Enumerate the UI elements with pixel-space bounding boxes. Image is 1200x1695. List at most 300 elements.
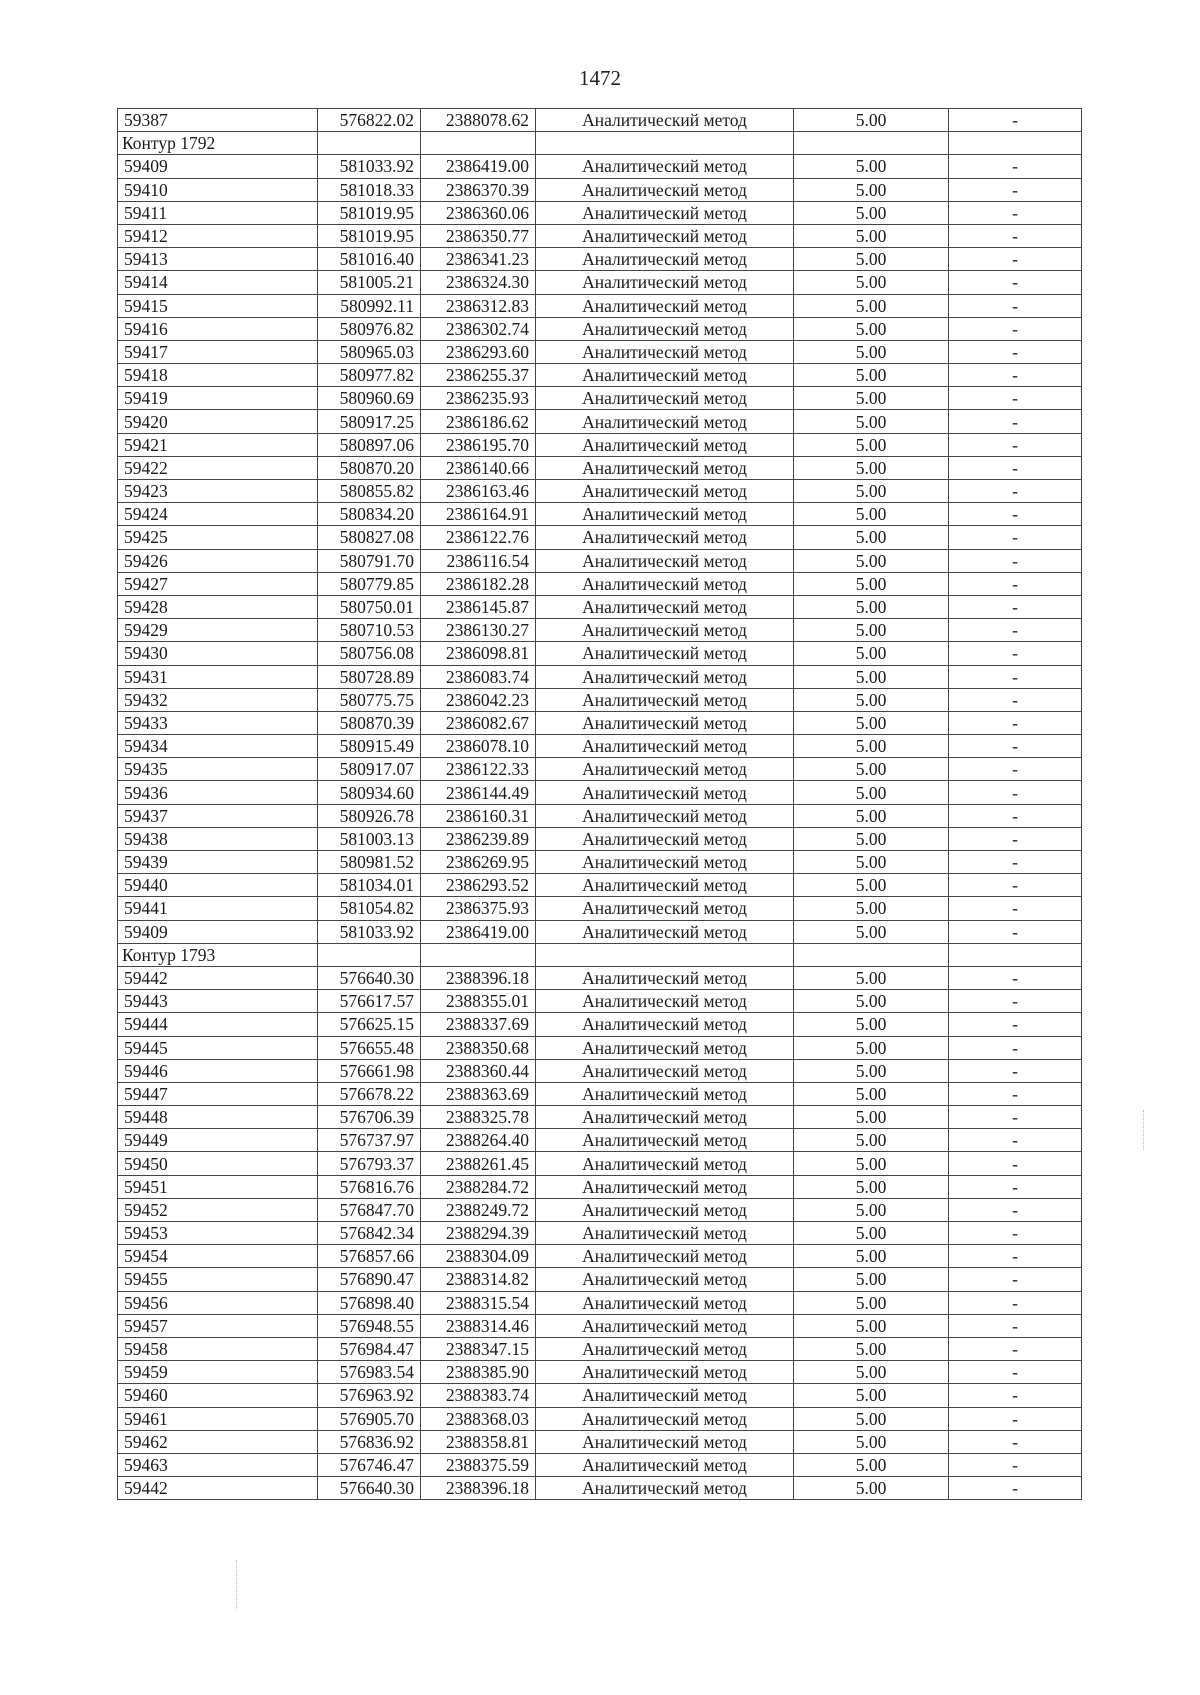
table-row [118, 433, 1082, 456]
table-row [118, 642, 1082, 665]
method-cell: Аналитический метод [536, 410, 794, 433]
note-cell: - [949, 155, 1082, 178]
point-number-cell: 59411 [118, 201, 318, 224]
coord-x-cell: 580710.53 [318, 619, 421, 642]
method-cell: Аналитический метод [536, 572, 794, 595]
note-cell: - [949, 642, 1082, 665]
table-row [118, 1198, 1082, 1221]
table-row [118, 1453, 1082, 1476]
coord-y-cell: 2386186.62 [421, 410, 536, 433]
table-row [118, 990, 1082, 1013]
coord-x-cell: 576836.92 [318, 1430, 421, 1453]
table-row [118, 387, 1082, 410]
coord-x-cell: 576948.55 [318, 1314, 421, 1337]
method-cell: Аналитический метод [536, 340, 794, 363]
table-row [118, 804, 1082, 827]
method-cell: Аналитический метод [536, 1222, 794, 1245]
table-row [118, 340, 1082, 363]
note-cell: - [949, 1106, 1082, 1129]
accuracy-cell: 5.00 [794, 1291, 949, 1314]
accuracy-cell: 5.00 [794, 1314, 949, 1337]
coord-x-cell: 576625.15 [318, 1013, 421, 1036]
method-cell: Аналитический метод [536, 503, 794, 526]
accuracy-cell: 5.00 [794, 1361, 949, 1384]
method-cell: Аналитический метод [536, 688, 794, 711]
accuracy-cell: 5.00 [794, 920, 949, 943]
coord-y-cell: 2386370.39 [421, 178, 536, 201]
note-cell: - [949, 1036, 1082, 1059]
coord-x-cell: 581019.95 [318, 224, 421, 247]
accuracy-cell: 5.00 [794, 1152, 949, 1175]
coord-y-cell: 2386350.77 [421, 224, 536, 247]
coord-y-cell: 2388347.15 [421, 1337, 536, 1360]
accuracy-cell: 5.00 [794, 827, 949, 850]
coord-x-cell: 576984.47 [318, 1337, 421, 1360]
coord-x-cell: 576678.22 [318, 1082, 421, 1105]
accuracy-cell: 5.00 [794, 1268, 949, 1291]
note-cell: - [949, 1384, 1082, 1407]
empty-cell [536, 943, 794, 966]
coord-y-cell: 2386235.93 [421, 387, 536, 410]
point-number-cell: 59442 [118, 966, 318, 989]
method-cell: Аналитический метод [536, 549, 794, 572]
point-number-cell: 59449 [118, 1129, 318, 1152]
empty-cell [421, 132, 536, 155]
note-cell: - [949, 271, 1082, 294]
method-cell: Аналитический метод [536, 456, 794, 479]
point-number-cell: 59461 [118, 1407, 318, 1430]
note-cell: - [949, 1361, 1082, 1384]
coord-x-cell: 580870.20 [318, 456, 421, 479]
coord-y-cell: 2386195.70 [421, 433, 536, 456]
coord-x-cell: 576898.40 [318, 1291, 421, 1314]
method-cell: Аналитический метод [536, 920, 794, 943]
point-number-cell: 59454 [118, 1245, 318, 1268]
accuracy-cell: 5.00 [794, 503, 949, 526]
table-row [118, 920, 1082, 943]
coord-y-cell: 2386419.00 [421, 155, 536, 178]
coord-y-cell: 2386160.31 [421, 804, 536, 827]
coord-x-cell: 580897.06 [318, 433, 421, 456]
note-cell: - [949, 1152, 1082, 1175]
table-row [118, 317, 1082, 340]
note-cell: - [949, 851, 1082, 874]
coord-y-cell: 2388368.03 [421, 1407, 536, 1430]
table-row [118, 827, 1082, 850]
note-cell: - [949, 1175, 1082, 1198]
method-cell: Аналитический метод [536, 1268, 794, 1291]
coord-x-cell: 581034.01 [318, 874, 421, 897]
coord-y-cell: 2388396.18 [421, 966, 536, 989]
table-row [118, 248, 1082, 271]
coord-x-cell: 580775.75 [318, 688, 421, 711]
empty-cell [536, 132, 794, 155]
table-row [118, 711, 1082, 734]
table-row [118, 201, 1082, 224]
contour-header-row [118, 132, 1082, 155]
empty-cell [318, 943, 421, 966]
method-cell: Аналитический метод [536, 248, 794, 271]
coord-y-cell: 2386042.23 [421, 688, 536, 711]
accuracy-cell: 5.00 [794, 642, 949, 665]
method-cell: Аналитический метод [536, 874, 794, 897]
method-cell: Аналитический метод [536, 1013, 794, 1036]
coord-x-cell: 576617.57 [318, 990, 421, 1013]
table-row [118, 271, 1082, 294]
note-cell: - [949, 572, 1082, 595]
point-number-cell: 59412 [118, 224, 318, 247]
point-number-cell: 59415 [118, 294, 318, 317]
accuracy-cell: 5.00 [794, 595, 949, 618]
point-number-cell: 59442 [118, 1477, 318, 1500]
accuracy-cell: 5.00 [794, 758, 949, 781]
table-row [118, 572, 1082, 595]
coord-y-cell: 2388304.09 [421, 1245, 536, 1268]
method-cell: Аналитический метод [536, 827, 794, 850]
point-number-cell: 59437 [118, 804, 318, 827]
coord-x-cell: 581016.40 [318, 248, 421, 271]
coord-x-cell: 580728.89 [318, 665, 421, 688]
coord-x-cell: 576706.39 [318, 1106, 421, 1129]
note-cell: - [949, 480, 1082, 503]
coord-y-cell: 2388383.74 [421, 1384, 536, 1407]
note-cell: - [949, 619, 1082, 642]
point-number-cell: 59450 [118, 1152, 318, 1175]
method-cell: Аналитический метод [536, 1082, 794, 1105]
table-row [118, 1222, 1082, 1245]
note-cell: - [949, 1268, 1082, 1291]
note-cell: - [949, 1337, 1082, 1360]
coord-x-cell: 576793.37 [318, 1152, 421, 1175]
method-cell: Аналитический метод [536, 990, 794, 1013]
coord-y-cell: 2386144.49 [421, 781, 536, 804]
accuracy-cell: 5.00 [794, 1175, 949, 1198]
method-cell: Аналитический метод [536, 665, 794, 688]
coord-y-cell: 2386145.87 [421, 595, 536, 618]
coord-x-cell: 576857.66 [318, 1245, 421, 1268]
coord-x-cell: 576737.97 [318, 1129, 421, 1152]
point-number-cell: 59456 [118, 1291, 318, 1314]
accuracy-cell: 5.00 [794, 224, 949, 247]
accuracy-cell: 5.00 [794, 1245, 949, 1268]
accuracy-cell: 5.00 [794, 990, 949, 1013]
point-number-cell: 59435 [118, 758, 318, 781]
accuracy-cell: 5.00 [794, 1453, 949, 1476]
table-row [118, 1268, 1082, 1291]
point-number-cell: 59423 [118, 480, 318, 503]
table-row [118, 1013, 1082, 1036]
accuracy-cell: 5.00 [794, 1036, 949, 1059]
point-number-cell: 59455 [118, 1268, 318, 1291]
method-cell: Аналитический метод [536, 966, 794, 989]
table-row [118, 1337, 1082, 1360]
accuracy-cell: 5.00 [794, 387, 949, 410]
accuracy-cell: 5.00 [794, 1198, 949, 1221]
coord-x-cell: 576822.02 [318, 109, 421, 132]
note-cell: - [949, 735, 1082, 758]
table-row [118, 456, 1082, 479]
accuracy-cell: 5.00 [794, 1106, 949, 1129]
method-cell: Аналитический метод [536, 155, 794, 178]
coord-x-cell: 581019.95 [318, 201, 421, 224]
table-row [118, 1036, 1082, 1059]
note-cell: - [949, 781, 1082, 804]
point-number-cell: 59440 [118, 874, 318, 897]
coord-x-cell: 580992.11 [318, 294, 421, 317]
accuracy-cell: 5.00 [794, 1013, 949, 1036]
coord-y-cell: 2388314.46 [421, 1314, 536, 1337]
method-cell: Аналитический метод [536, 271, 794, 294]
point-number-cell: 59459 [118, 1361, 318, 1384]
note-cell: - [949, 1222, 1082, 1245]
coord-x-cell: 581033.92 [318, 155, 421, 178]
empty-cell [949, 943, 1082, 966]
coord-x-cell: 580855.82 [318, 480, 421, 503]
accuracy-cell: 5.00 [794, 1477, 949, 1500]
method-cell: Аналитический метод [536, 294, 794, 317]
contour-header-row [118, 943, 1082, 966]
note-cell: - [949, 1477, 1082, 1500]
method-cell: Аналитический метод [536, 224, 794, 247]
coord-y-cell: 2386312.83 [421, 294, 536, 317]
note-cell: - [949, 340, 1082, 363]
method-cell: Аналитический метод [536, 1106, 794, 1129]
accuracy-cell: 5.00 [794, 1129, 949, 1152]
note-cell: - [949, 595, 1082, 618]
table-row [118, 1245, 1082, 1268]
table-row [118, 758, 1082, 781]
empty-cell [421, 943, 536, 966]
point-number-cell: 59439 [118, 851, 318, 874]
note-cell: - [949, 1314, 1082, 1337]
accuracy-cell: 5.00 [794, 317, 949, 340]
method-cell: Аналитический метод [536, 1175, 794, 1198]
accuracy-cell: 5.00 [794, 456, 949, 479]
note-cell: - [949, 549, 1082, 572]
table-row [118, 1407, 1082, 1430]
accuracy-cell: 5.00 [794, 248, 949, 271]
accuracy-cell: 5.00 [794, 1082, 949, 1105]
table-row [118, 1314, 1082, 1337]
point-number-cell: 59463 [118, 1453, 318, 1476]
table-row [118, 1129, 1082, 1152]
coord-y-cell: 2388385.90 [421, 1361, 536, 1384]
point-number-cell: 59458 [118, 1337, 318, 1360]
note-cell: - [949, 711, 1082, 734]
accuracy-cell: 5.00 [794, 294, 949, 317]
accuracy-cell: 5.00 [794, 688, 949, 711]
accuracy-cell: 5.00 [794, 178, 949, 201]
method-cell: Аналитический метод [536, 897, 794, 920]
point-number-cell: 59409 [118, 155, 318, 178]
accuracy-cell: 5.00 [794, 1384, 949, 1407]
coord-y-cell: 2388360.44 [421, 1059, 536, 1082]
coord-x-cell: 580750.01 [318, 595, 421, 618]
point-number-cell: 59426 [118, 549, 318, 572]
point-number-cell: 59457 [118, 1314, 318, 1337]
note-cell: - [949, 317, 1082, 340]
point-number-cell: 59424 [118, 503, 318, 526]
coord-x-cell: 580926.78 [318, 804, 421, 827]
table-row [118, 1361, 1082, 1384]
coord-x-cell: 576746.47 [318, 1453, 421, 1476]
scan-artifact [1143, 1110, 1145, 1150]
coord-x-cell: 580779.85 [318, 572, 421, 595]
point-number-cell: 59436 [118, 781, 318, 804]
coord-x-cell: 576816.76 [318, 1175, 421, 1198]
table-row [118, 619, 1082, 642]
table-row [118, 1291, 1082, 1314]
accuracy-cell: 5.00 [794, 364, 949, 387]
coord-y-cell: 2386360.06 [421, 201, 536, 224]
method-cell: Аналитический метод [536, 758, 794, 781]
coord-y-cell: 2386324.30 [421, 271, 536, 294]
note-cell: - [949, 966, 1082, 989]
coord-x-cell: 580976.82 [318, 317, 421, 340]
method-cell: Аналитический метод [536, 1314, 794, 1337]
coord-x-cell: 580756.08 [318, 642, 421, 665]
accuracy-cell: 5.00 [794, 711, 949, 734]
coord-x-cell: 580791.70 [318, 549, 421, 572]
accuracy-cell: 5.00 [794, 804, 949, 827]
coord-x-cell: 576655.48 [318, 1036, 421, 1059]
note-cell: - [949, 178, 1082, 201]
coord-x-cell: 581018.33 [318, 178, 421, 201]
note-cell: - [949, 1082, 1082, 1105]
accuracy-cell: 5.00 [794, 735, 949, 758]
coord-y-cell: 2386163.46 [421, 480, 536, 503]
note-cell: - [949, 1198, 1082, 1221]
accuracy-cell: 5.00 [794, 619, 949, 642]
coord-y-cell: 2388249.72 [421, 1198, 536, 1221]
accuracy-cell: 5.00 [794, 1430, 949, 1453]
coord-y-cell: 2388350.68 [421, 1036, 536, 1059]
accuracy-cell: 5.00 [794, 966, 949, 989]
point-number-cell: 59452 [118, 1198, 318, 1221]
coord-x-cell: 576640.30 [318, 1477, 421, 1500]
point-number-cell: 59448 [118, 1106, 318, 1129]
accuracy-cell: 5.00 [794, 1059, 949, 1082]
table-row [118, 480, 1082, 503]
coord-x-cell: 580977.82 [318, 364, 421, 387]
table-row [118, 224, 1082, 247]
method-cell: Аналитический метод [536, 1129, 794, 1152]
coord-y-cell: 2388363.69 [421, 1082, 536, 1105]
empty-cell [794, 943, 949, 966]
empty-cell [794, 132, 949, 155]
coord-x-cell: 580834.20 [318, 503, 421, 526]
note-cell: - [949, 990, 1082, 1013]
method-cell: Аналитический метод [536, 1337, 794, 1360]
method-cell: Аналитический метод [536, 364, 794, 387]
point-number-cell: 59438 [118, 827, 318, 850]
coord-x-cell: 576640.30 [318, 966, 421, 989]
table-row [118, 1059, 1082, 1082]
coord-x-cell: 581003.13 [318, 827, 421, 850]
coord-x-cell: 581054.82 [318, 897, 421, 920]
note-cell: - [949, 1291, 1082, 1314]
accuracy-cell: 5.00 [794, 665, 949, 688]
point-number-cell: 59433 [118, 711, 318, 734]
method-cell: Аналитический метод [536, 1477, 794, 1500]
table-row [118, 595, 1082, 618]
table-row [118, 1477, 1082, 1500]
accuracy-cell: 5.00 [794, 897, 949, 920]
method-cell: Аналитический метод [536, 387, 794, 410]
table-row [118, 526, 1082, 549]
point-number-cell: 59460 [118, 1384, 318, 1407]
coord-x-cell: 580870.39 [318, 711, 421, 734]
note-cell: - [949, 1407, 1082, 1430]
accuracy-cell: 5.00 [794, 201, 949, 224]
method-cell: Аналитический метод [536, 781, 794, 804]
coord-x-cell: 580960.69 [318, 387, 421, 410]
note-cell: - [949, 758, 1082, 781]
point-number-cell: 59416 [118, 317, 318, 340]
point-number-cell: 59444 [118, 1013, 318, 1036]
coord-y-cell: 2386182.28 [421, 572, 536, 595]
note-cell: - [949, 1013, 1082, 1036]
note-cell: - [949, 410, 1082, 433]
coord-x-cell: 576661.98 [318, 1059, 421, 1082]
table-row [118, 966, 1082, 989]
coordinates-table-body [118, 109, 1082, 1500]
table-row [118, 178, 1082, 201]
point-number-cell: 59446 [118, 1059, 318, 1082]
coord-y-cell: 2386082.67 [421, 711, 536, 734]
coord-y-cell: 2386239.89 [421, 827, 536, 850]
coord-x-cell: 576983.54 [318, 1361, 421, 1384]
empty-cell [318, 132, 421, 155]
note-cell: - [949, 665, 1082, 688]
method-cell: Аналитический метод [536, 804, 794, 827]
coord-y-cell: 2386083.74 [421, 665, 536, 688]
point-number-cell: 59462 [118, 1430, 318, 1453]
coord-x-cell: 580981.52 [318, 851, 421, 874]
coord-x-cell: 576890.47 [318, 1268, 421, 1291]
coord-y-cell: 2388396.18 [421, 1477, 536, 1500]
method-cell: Аналитический метод [536, 201, 794, 224]
note-cell: - [949, 364, 1082, 387]
note-cell: - [949, 387, 1082, 410]
accuracy-cell: 5.00 [794, 480, 949, 503]
coord-y-cell: 2388375.59 [421, 1453, 536, 1476]
method-cell: Аналитический метод [536, 1245, 794, 1268]
method-cell: Аналитический метод [536, 526, 794, 549]
point-number-cell: 59421 [118, 433, 318, 456]
accuracy-cell: 5.00 [794, 109, 949, 132]
point-number-cell: 59431 [118, 665, 318, 688]
table-row [118, 549, 1082, 572]
coord-y-cell: 2386375.93 [421, 897, 536, 920]
accuracy-cell: 5.00 [794, 1222, 949, 1245]
method-cell: Аналитический метод [536, 1059, 794, 1082]
point-number-cell: 59417 [118, 340, 318, 363]
coord-x-cell: 581033.92 [318, 920, 421, 943]
coord-y-cell: 2388337.69 [421, 1013, 536, 1036]
table-row [118, 1082, 1082, 1105]
table-row [118, 1152, 1082, 1175]
accuracy-cell: 5.00 [794, 851, 949, 874]
note-cell: - [949, 433, 1082, 456]
scan-artifact [236, 1560, 238, 1610]
table-row [118, 1106, 1082, 1129]
coord-y-cell: 2388315.54 [421, 1291, 536, 1314]
method-cell: Аналитический метод [536, 735, 794, 758]
coord-x-cell: 580915.49 [318, 735, 421, 758]
method-cell: Аналитический метод [536, 595, 794, 618]
point-number-cell: 59422 [118, 456, 318, 479]
